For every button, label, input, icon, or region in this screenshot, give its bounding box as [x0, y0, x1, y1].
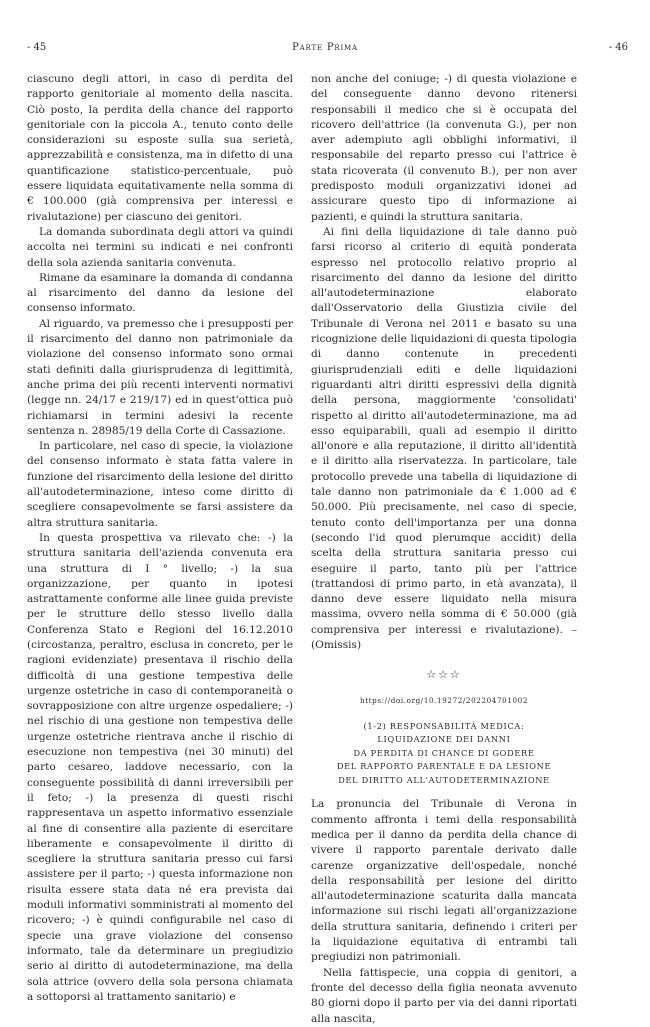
note-title	[311, 720, 577, 788]
left-column	[27, 72, 293, 1005]
paragraph: In questa prospettiva va rilevato che: -) la struttura sanitaria dell'azienda convenuta era una struttura di I ° livello; -) la sua organizzazione, per quanto in ipotesi astrattamente conforme alle linee guida previste per le strutture dello stesso livello dalla Conferenza Stato e Regioni del 16.12.2010 (circostanza, peraltro, esclusa in concreto, per le ragioni evidenziate) presentava il rischio della difficoltà di una gestione tempestiva delle urgenze ostetriche in caso di contemporaneità o sovrapposizione con altre urgenze ospedaliere; -) nel rischio di una gestione non tempestiva delle urgenze ostetriche rientrava anche il rischio di esecuzione non tempestiva (nei 30 minuti) del parto cesareo, laddove necessario, con la conseguente possibilità di danni irreversibili per il feto; -) la presenza di questi rischi rappresentava un aspetto informativo essenziale al fine di consentire alla paziente di esercitare liberamente e consapevolmente il diritto di scegliere la struttura sanitaria presso cui farsi assistere per il parto; -) questa informazione non risulta essere stata data né era prevista dai moduli informativi somministrati al momento del ricovero; -) è quindi configurabile nel caso di specie una grave violazione del consenso informato, tale da determinare un pregiudizio serio al diritto di autodeterminazione, ma della sola attrice (ovvero della sola persona chiamata a sottoporsi al trattamento sanitario) e	[27, 531, 293, 1003]
paragraph: Rimane da esaminare la domanda di condanna al risarcimento del danno da lesione del consenso informato.	[27, 271, 293, 315]
paragraph: La pronuncia del Tribunale di Verona in commento affronta i temi della responsabilità medica per il danno da perdita della chance di vivere il rapporto parentale derivato dalle carenze organizzative dell'ospedale, nonché della responsabilità per lesione del diritto all'autodeterminazione scaturita dalla mancata informazione sui rischi legati all'organizzazione della struttura sanitaria, definendo i criteri per la liquidazione equitativa di entrambi tali pregiudizi non patrimoniali.	[311, 798, 577, 964]
note-title-line: LIQUIDAZIONE DEI DANNI	[377, 734, 511, 745]
right-column	[311, 72, 577, 1027]
paragraph: Nella fattispecie, una coppia di genitori, a fronte del decesso della figlia neonata avvenuto 80 giorni dopo il parto per via dei danni riportati alla nascita,	[311, 966, 577, 1025]
running-title: Parte Prima	[292, 42, 358, 53]
page-number-right: - 46	[608, 42, 628, 53]
page-header	[0, 42, 650, 56]
doi-link[interactable]: https://doi.org/10.19272/202204701002	[359, 695, 529, 705]
note-title-main: (1-2) RESPONSABILITÀ MEDICA:	[363, 720, 525, 731]
paragraph: Ai fini della liquidazione di tale danno può farsi ricorso al criterio di equità ponderata espresso nel protocollo relativo proprio al risarcimento del danno da lesione del diritto all'autodeterminazione elaborato dall'Osservatorio della Giustizia civile del Tribunale di Verona nel 2011 e basato su una ricognizione delle liquidazioni di questa tipologia di danno contenute in precedenti giurisprudenziali editi e delle liquidazioni riguardanti altri diritti espressivi della dignità della persona, maggiormente 'consolidati' rispetto al diritto all'autodeterminazione, ma ad esso equiparabili, quali ad esempio il diritto all'onore e alla reputazione, il diritto all'identità e il diritto alla riservatezza. In particolare, tale protocollo prevede una tabella di liquidazione di tale danno non patrimoniale da € 1.000 ad € 50.000. Più precisamente, nel caso di specie, tenuto conto dell'importanza per una donna (secondo l'id quod plerumque accidit) della scelta della struttura sanitaria presso cui eseguire il parto, tanto più per l'attrice (trattandosi di primo parto, in età avanzata), il danno deve essere liquidato nella misura massima, ovvero nella somma di € 50.000 (già comprensiva per interessi e rivalutazione). – (Omissis)	[311, 225, 577, 651]
paragraph: In particolare, nel caso di specie, la violazione del consenso informato è stata fatta valere in funzione del risarcimento della lesione del diritto all'autodeterminazione, inteso come diritto di scegliere consapevolmente se farsi assistere da altra struttura sanitaria.	[27, 440, 293, 529]
paragraph: non anche del coniuge; -) di questa violazione e del conseguente danno devono ritenersi responsabili il medico che si è occupata del ricovero dell'attrice (la convenuta G.), per non aver adempiuto agli obblighi informativi, il responsabile del reparto presso cui l'attrice è stata ricoverata (il convenuto B.), per non aver predisposto moduli organizzativi idonei ad assicurare questo tipo di informazione ai pazienti, e quindi la struttura sanitaria.	[311, 73, 577, 223]
section-separator: ☆☆☆	[426, 668, 462, 682]
note-title-line: DEL RAPPORTO PARENTALE E DA LESIONE	[336, 761, 552, 772]
paragraph: Al riguardo, va premesso che i presupposti per il risarcimento del danno non patrimoniale da violazione del consenso informato sono ormai stati definiti dalla giurisprudenza di legittimità, anche prima dei più recenti interventi normativi (legge nn. 24/17 e 219/17) ed in quest'ottica può richiamarsi in termini adesivi la recente sentenza n. 28985/19 della Corte di Cassazione.	[27, 317, 293, 437]
paragraph: La domanda subordinata degli attori va quindi accolta nei termini su indicati e nei confronti della sola azienda sanitaria convenuta.	[27, 225, 293, 269]
note-title-line: DA PERDITA DI CHANCE DI GODERE	[353, 747, 535, 758]
note-title-line: DEL DIRITTO ALL'AUTODETERMINAZIONE	[338, 774, 550, 785]
page-number-left: - 45	[27, 42, 47, 53]
paragraph: ciascuno degli attori, in caso di perdita del rapporto genitoriale al momento della nascita. Ciò posto, la perdita della chance del rapporto genitoriale con la piccola A., tenuto conto delle considerazioni su esposte sulla sua serietà, apprezzabilità e consistenza, ma in difetto di una quantificazione statistico-percentuale, può essere liquidata equitativamente nella somma di € 100.000 (già comprensiva per interessi e rivalutazione) per ciascuno dei genitori.	[27, 73, 293, 223]
